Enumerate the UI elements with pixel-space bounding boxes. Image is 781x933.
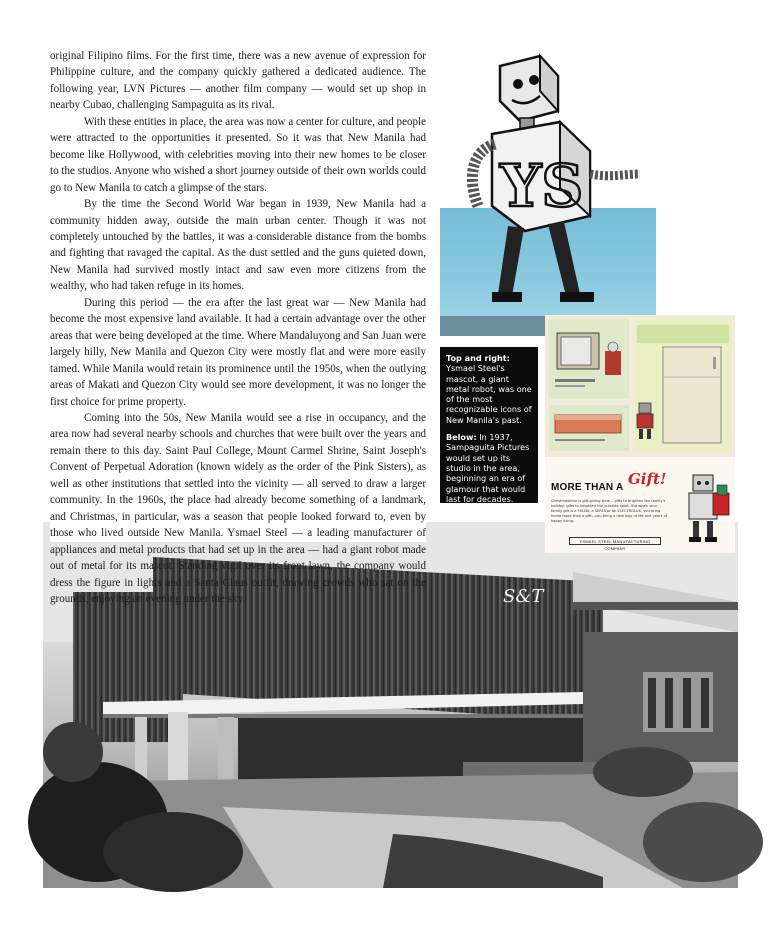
ysmael-steel-advertisement [545, 315, 735, 553]
photo-caption [440, 347, 538, 503]
ad-mattress-panel [549, 405, 629, 451]
mattress-icon [549, 405, 629, 451]
caption-first [446, 353, 533, 425]
studio-sign: S&T [503, 586, 544, 607]
ad-small-robot-icon [631, 401, 659, 441]
caption-second-text: In 1937, Sampaguita Pictures would set up its studio in the area, beginning an era of glamour that would last for decades. [446, 432, 530, 504]
caption-first-lead: Top and right: [446, 353, 510, 363]
robot-icon [440, 56, 656, 336]
robot-ys-logo: YS [500, 152, 584, 220]
robot-mascot-photo [440, 56, 656, 336]
caption-second-lead: Below: [446, 432, 477, 443]
ad-tv-panel [549, 319, 629, 399]
television-icon [549, 319, 629, 399]
article-paragraph: With these entities in place, the area was now a center for culture, and people were attracted to the opportunities it presented. So it was that New Manila had become like Hollywood, with celebrities moving into their new homes to be closer to the studios. Anyone who wished a short journey outside of their own worlds could go to New Manila to catch a glimpse of the stars. [50, 115, 426, 194]
article-body [50, 48, 426, 605]
article-paragraph: Coming into the 50s, New Manila would see a rise in occupancy, and the area now had several nearby schools and churches that were built over the years and remain there to this day. Saint Paul College, Mount Carmel Shrine, Saint Joseph's Convent of Perpetual Adoration (known widely as the order of the Pink Sisters), as well as other institutions that settled into the vicinity — all served to draw a larger community. In the 1960s, the place had already become something of a landmark, and Christmas, in particular, was a season that people looked forward to, even by those who lived outside New Manila. Ysmael Steel — a leading manufacturer of appliances and metal products that had set up in the area — had a giant robot made out of metal for its mascot. Standing vigil over its front lawn, the company would dress the figure in lights and a Santa Claus outfit, drawing crowds who sat on the grounds, enjoying an evening under the sky. [50, 411, 426, 605]
article-paragraph: original Filipino films. For the first time, there was a new avenue of expression for Philippine culture, and the company quickly gathered a dedicated audience. The following year, LVN Pictures — another film company — would set up shop in nearby Cubao, challenging Sampaguita as its rival. [50, 50, 426, 112]
article-paragraph: By the time the Second World War began in 1939, New Manila had a community hidden away, outside the main urban center. Though it was not completely untouched by the battles, it was a considerable distance from the bombs and fighting that ravaged the capital. As the dust settled and the guns quieted down, New Manila had survived mostly intact and saw even more citizens from the wealthy, who had taken refuge in its homes. [50, 198, 426, 293]
article-paragraph: During this period — the era after the last great war — New Manila had become the most expensive land available. It had a certain advantage over the other areas that were being developed at the time. Where Mandaluyong and San Juan were largely hilly, New Manila and Quezon City were mostly flat and were more easily tamed. While Manila would retain its prominence until the 1950s, when the outlying areas of Makati and Quezon City would see more development, it was no longer the first choice for prime property. [50, 296, 426, 408]
caption-first-text: Ysmael Steel's mascot, a giant metal robot, was one of the most recognizable icons of New Manila's past. [446, 363, 532, 425]
robot-santa-icon [679, 473, 731, 545]
ad-body-copy: Christmastime is gift-giving time... gifts to brighten the family's holiday, gifts to heighten the yuletide spirit. But when your family gift is a FELDA, a SERTA or an ELECTROLUX, you bring home more than a gift—you bring a new way of life and years of happy living. [551, 499, 668, 523]
ad-company-name: YSMAEL STEEL MANUFACTURING COMPANY [569, 537, 661, 545]
ad-gift-script: Gift! [628, 470, 667, 488]
ad-headline: MORE THAN A [551, 482, 624, 493]
caption-second [446, 432, 533, 504]
